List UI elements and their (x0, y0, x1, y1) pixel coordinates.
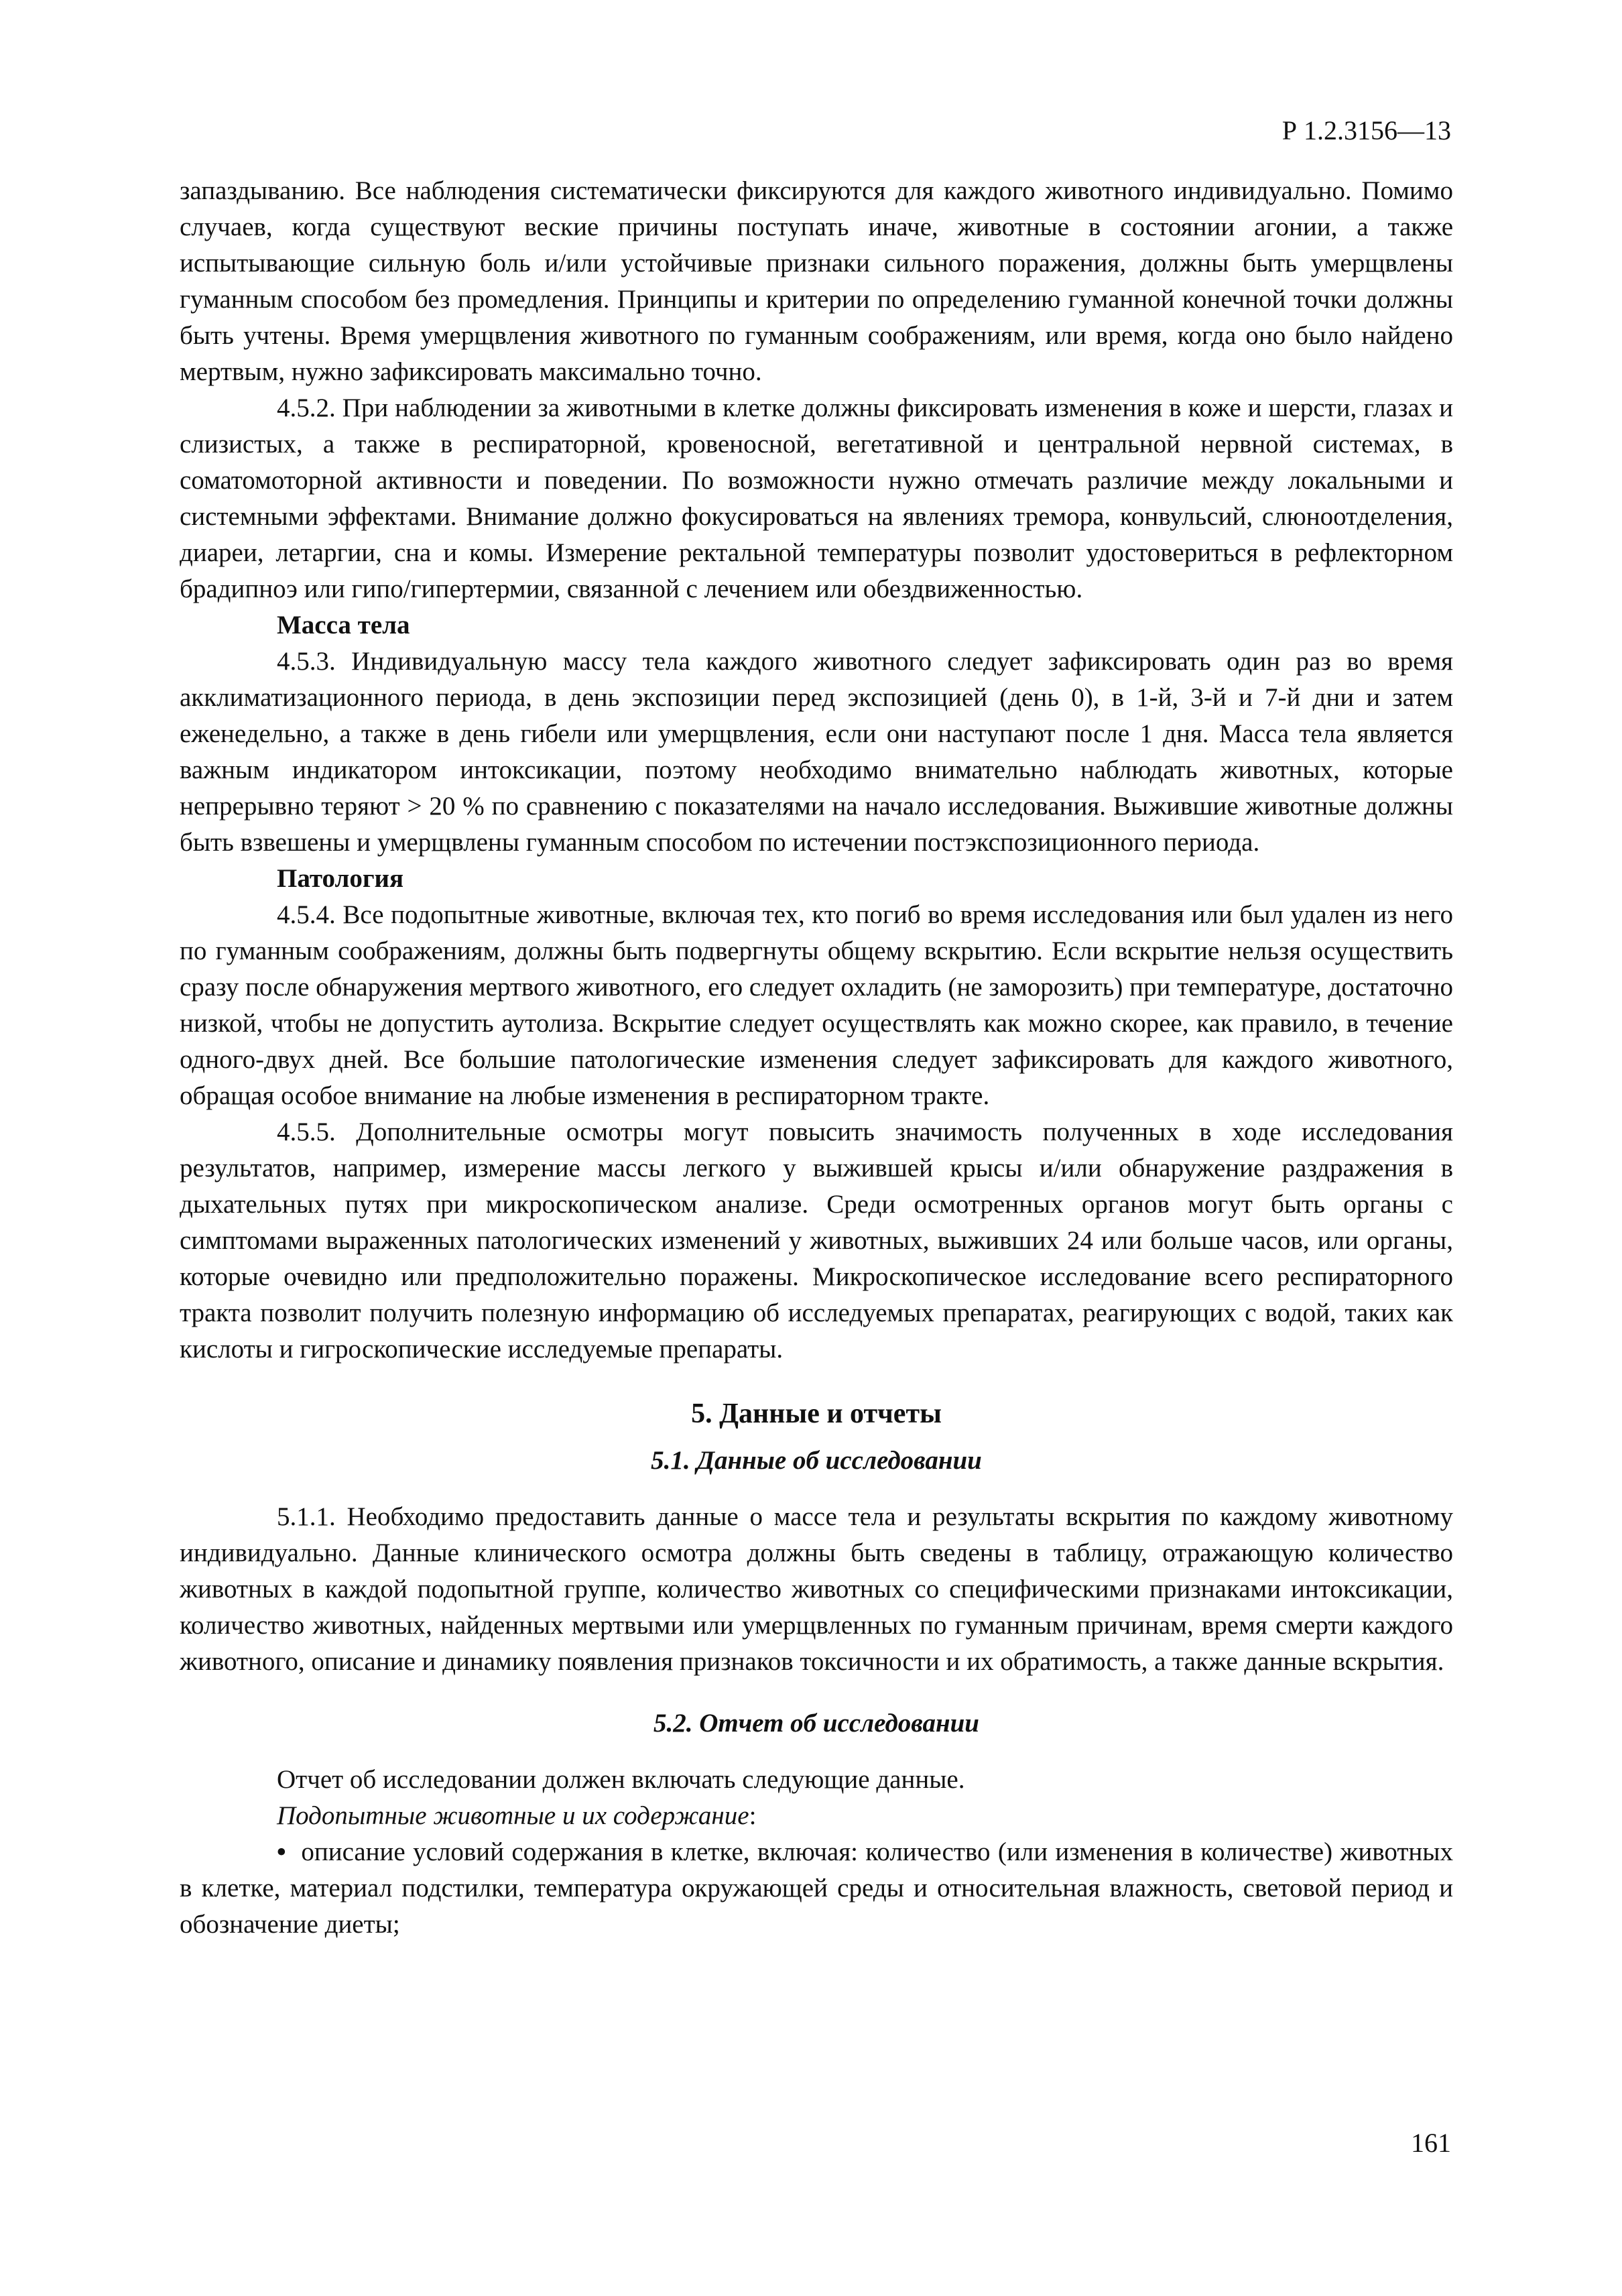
section-5-1-title: 5.1. Данные об исследовании (651, 1446, 982, 1475)
document-body (180, 173, 1453, 1943)
section-5-2-title: 5.2. Отчет об исследовании (653, 1709, 979, 1738)
animals-subheading-text: Подопытные животные и их содержание (277, 1801, 749, 1830)
section-5-title: 5. Данные и отчеты (691, 1398, 942, 1429)
bullet-item-text: описание условий содержания в клетке, включая: количество (или изменения в количестве) животных в клетке, материал подстилки, температура окружающей среды и относительная влажность, световой период и обозначение диеты; (180, 1837, 1454, 1939)
document-code: Р 1.2.3156—13 (1282, 115, 1451, 145)
page-number: 161 (1411, 2128, 1451, 2158)
paragraph-4-5-3: 4.5.3. Индивидуальную массу тела каждого животного следует зафиксировать один раз во время акклиматизационного периода, в день экспозиции перед экспозицией (день 0), в 1-й, 3-й и 7-й дни и затем еженедельно, а также в день гибели или умерщвления, если они наступают после 1 дня. Масса тела является важным индикатором интоксикации, поэтому необходимо внимательно наблюдать животных, которые непрерывно теряют > 20 % по сравнению с показателями на начало исследования. Выжившие животные должны быть взвешены и умерщвлены гуманным способом по истечении постэкспозиционного периода. (180, 647, 1453, 857)
report-intro: Отчет об исследовании должен включать следующие данные. (277, 1765, 965, 1794)
subheading-body-mass: Масса тела (277, 611, 410, 640)
animals-subheading-colon: : (749, 1801, 757, 1830)
paragraph-5-1-1: 5.1.1. Необходимо предоставить данные о массе тела и результаты вскрытия по каждому животному индивидуально. Данные клинического осмотра должны быть сведены в таблицу, отражающую количество животных в каждой подопытной группе, количество животных со специфическими признаками интоксикации, количество животных, найденных мертвыми или умерщвленных по гуманным причинам, время смерти каждого животного, описание и динамику появления признаков токсичности и их обратимость, а также данные вскрытия. (180, 1502, 1453, 1676)
paragraph-4-5-4: 4.5.4. Все подопытные животные, включая тех, кто погиб во время исследования или был удален из него по гуманным соображениям, должны быть подвергнуты общему вскрытию. Если вскрытие нельзя осуществить сразу после обнаружения мертвого животного, его следует охладить (не заморозить) при температуре, достаточно низкой, чтобы не допустить аутолиза. Вскрытие следует осуществлять как можно скорее, как правило, в течение одного-двух дней. Все большие патологические изменения следует зафиксировать для каждого животного, обращая особое внимание на любые изменения в респираторном тракте. (180, 900, 1453, 1110)
animals-subheading (180, 1798, 1453, 1834)
paragraph-continuation: запаздыванию. Все наблюдения систематически фиксируются для каждого животного индивидуально. Помимо случаев, когда существуют веские причины поступать иначе, животные в состоянии агонии, а также испытывающие сильную боль и/или устойчивые признаки сильного поражения, должны быть умерщвлены гуманным способом без промедления. Принципы и критерии по определению гуманной конечной точки должны быть учтены. Время умерщвления животного по гуманным соображениям, или время, когда оно было найдено мертвым, нужно зафиксировать максимально точно. (180, 176, 1453, 386)
paragraph-4-5-5: 4.5.5. Дополнительные осмотры могут повысить значимость полученных в ходе исследования результатов, например, измерение массы легкого у выжившей крысы и/или обнаружение раздражения в дыхательных путях при микроскопическом анализе. Среди осмотренных органов могут быть органы с симптомами выраженных патологических изменений у животных, выживших 24 или больше часов, или органы, которые очевидно или предположительно поражены. Микроскопическое исследование всего респираторного тракта позволит получить полезную информацию об исследуемых препаратах, реагирующих с водой, таких как кислоты и гигроскопические исследуемые препараты. (180, 1117, 1453, 1364)
bullet-icon: • (277, 1837, 286, 1866)
bullet-item-housing (180, 1834, 1453, 1943)
subheading-pathology: Патология (277, 864, 404, 893)
paragraph-4-5-2: 4.5.2. При наблюдении за животными в клетке должны фиксировать изменения в коже и шерсти, глазах и слизистых, а также в респираторной, кровеносной, вегетативной и центральной нервной системах, в соматомоторной активности и поведении. По возможности нужно отмечать различие между локальными и системными эффектами. Внимание должно фокусироваться на явлениях тремора, конвульсий, слюноотделения, диареи, летаргии, сна и комы. Измерение ректальной температуры позволит удостовериться в рефлекторном брадипноэ или гипо/гипертермии, связанной с лечением или обездвиженностью. (180, 394, 1453, 603)
